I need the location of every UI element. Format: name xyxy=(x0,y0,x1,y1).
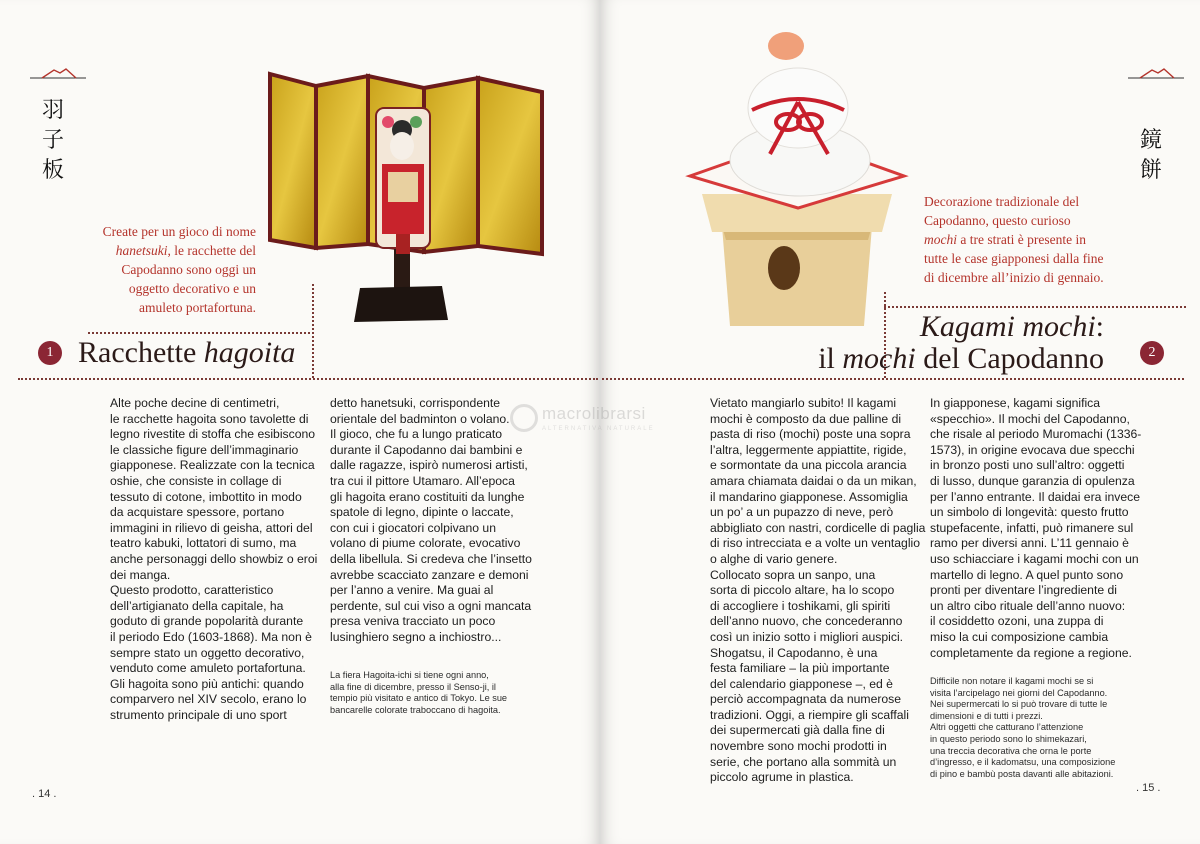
page-number: . 14 . xyxy=(32,788,57,800)
text-line: comparvero nel XIV secolo, erano lo xyxy=(110,692,307,707)
left-column-1 xyxy=(110,396,320,723)
text-line: piccolo agrume in plastica. xyxy=(710,770,854,785)
text-line: o alghe di vario genere. xyxy=(710,551,838,566)
kagami-mochi-photo xyxy=(682,26,912,328)
text-line: Il gioco, che fu a lungo praticato xyxy=(330,427,503,442)
text-line: un po’ a un pupazzo di neve, però xyxy=(710,505,894,520)
watermark-text: macrolibrarsi xyxy=(542,404,646,423)
kanji-char: 餅 xyxy=(1139,158,1162,183)
section-title-line2 xyxy=(790,342,1104,376)
dotted-rule-vertical xyxy=(312,284,314,378)
kanji-char: 子 xyxy=(41,128,64,153)
section-title xyxy=(78,336,295,370)
note-line: dimensioni e di tutti i prezzi. xyxy=(930,710,1043,721)
page-number: . 15 . xyxy=(1136,782,1161,794)
caption-text: oggetto decorativo e un xyxy=(128,281,256,296)
text-line: il periodo Edo (1603-1868). Ma non è xyxy=(110,629,312,644)
title-plain: il xyxy=(818,342,843,375)
text-line: sorta di piccolo altare, ha lo scopo xyxy=(710,583,895,598)
text-line: dei supermercati già dalla fine di xyxy=(710,723,885,738)
section-title-line1 xyxy=(898,310,1104,344)
dotted-rule-section xyxy=(602,378,1184,380)
title-plain: del Capodanno xyxy=(915,342,1104,375)
note-line: tempio più visitato e antico di Tokyo. Le sue xyxy=(330,693,508,704)
text-line: martello di legno. A quel punto sono xyxy=(930,567,1124,582)
text-line: un altro cibo rituale dell’anno nuovo: xyxy=(930,598,1126,613)
text-line: di riso intrecciata e a volte un ventaglio xyxy=(710,536,921,551)
caption-text: a tre strati è presente in xyxy=(957,232,1086,247)
text-line: l’altra, leggermente appiattite, rigide, xyxy=(710,442,907,457)
text-line: volano di piume colorate, evocativo xyxy=(330,536,521,551)
text-line: amara chiamata daidai o da un mikan, xyxy=(710,473,917,488)
note-line: alla fine di dicembre, presso il Senso-ji, il xyxy=(330,681,496,692)
text-line: perdente, sul cui viso a ogni mancata xyxy=(330,598,532,613)
dotted-rule-top xyxy=(884,306,1186,308)
note-line: una treccia decorativa che orna le porte xyxy=(930,745,1092,756)
hagoita-photo xyxy=(264,68,550,330)
caption-text: Create per un gioco di nome xyxy=(102,224,256,239)
text-line: venduto come amuleto portafortuna. xyxy=(110,661,306,676)
text-line: novembre sono mochi prodotti in xyxy=(710,739,887,754)
text-line: anche personaggi dello showbiz o eroi xyxy=(110,551,318,566)
text-line: gli hagoita erano costituiti da lunghe xyxy=(330,489,525,504)
text-line: tessuto di cotone, imbottito in modo xyxy=(110,489,302,504)
right-sidebar-note xyxy=(930,676,1160,780)
right-column-2 xyxy=(930,396,1158,661)
text-line: miso la cui composizione cambia xyxy=(930,629,1109,644)
text-line: dei manga. xyxy=(110,567,171,582)
text-line: orientale del badminton o volano. xyxy=(330,411,510,426)
text-line: dell’anno nuovo, che concederanno xyxy=(710,614,903,629)
text-line: il cosiddetto ozoni, una zuppa di xyxy=(930,614,1104,629)
text-line: pronti per diventare l’ingrediente di xyxy=(930,583,1117,598)
text-line: in bronzo posti uno sull’altro: oggetti xyxy=(930,458,1125,473)
title-plain: : xyxy=(1095,310,1104,343)
text-line: che risale al periodo Muromachi (1336- xyxy=(930,427,1142,442)
caption-text: amuleto portafortuna. xyxy=(139,300,256,315)
text-line: Alte poche decine di centimetri, xyxy=(110,396,280,410)
text-line: spatole di legno, dipinte o laccate, xyxy=(330,505,514,520)
text-line: perciò accompagnata da numerose xyxy=(710,692,902,707)
text-line: mochi è composto da due palline di xyxy=(710,411,902,426)
text-line: e sormontate da una piccola arancia xyxy=(710,458,907,473)
watermark-circle-icon xyxy=(510,404,538,432)
text-line: Collocato sopra un sanpo, una xyxy=(710,567,876,582)
kanji-hagoita xyxy=(38,96,68,186)
text-line: presa veniva tracciato un poco xyxy=(330,614,496,629)
text-line: così un inizio sotto i migliori auspici. xyxy=(710,629,904,644)
title-italic: hagoita xyxy=(203,336,296,369)
kagami-caption xyxy=(924,192,1144,287)
text-line: legno rivestite di stoffa che esibiscono xyxy=(110,427,316,442)
right-column-1 xyxy=(710,396,930,786)
caption-text: di dicembre all’inizio di gennaio. xyxy=(924,270,1104,285)
caption-text: , le racchette del xyxy=(167,243,256,258)
note-line: d’ingresso, e il kadomatsu, una composizione xyxy=(930,757,1116,768)
text-line: della libellula. Si credeva che l’insetto xyxy=(330,551,532,566)
note-line: Altri oggetti che catturano l’attenzione xyxy=(930,722,1084,733)
hagoita-caption xyxy=(60,222,256,317)
text-line: tradizioni. Oggi, a riempire gli scaffali xyxy=(710,707,909,722)
text-line: con cui i giocatori colpivano un xyxy=(330,520,496,535)
mountain-logo-icon xyxy=(1128,66,1184,80)
text-line: serie, che portano alla sommità un xyxy=(710,754,897,769)
note-line: visita l’arcipelago nei giorni del Capodanno. xyxy=(930,687,1108,698)
text-line: di lusso, dunque garanzia di opulenza xyxy=(930,473,1135,488)
note-line: Difficile non notare il kagami mochi se si xyxy=(930,676,1094,686)
caption-text: Decorazione tradizionale del xyxy=(924,194,1080,209)
text-line: un simbolo di longevità: questo frutto xyxy=(930,505,1129,520)
text-line: Vietato mangiarlo subito! Il kagami xyxy=(710,396,897,410)
text-line: il mandarino giapponese. Assomiglia xyxy=(710,489,908,504)
watermark-logo xyxy=(508,402,698,442)
text-line: avrebbe scacciato zanzare e demoni xyxy=(330,567,529,582)
text-line: le racchette hagoita sono tavolette di xyxy=(110,411,309,426)
text-line: dalle ragazze, ispirò numerosi artisti, xyxy=(330,458,528,473)
text-line: le classiche figure dell’immaginario xyxy=(110,442,299,457)
text-line: abbigliato con nastri, cordicelle di paglia xyxy=(710,520,926,535)
text-line: «specchio». Il mochi del Capodanno, xyxy=(930,411,1130,426)
text-line: ramo per diversi anni. L’11 gennaio è xyxy=(930,536,1129,551)
note-line: in questo periodo sono lo shimekazari, xyxy=(930,733,1087,744)
text-line: per l’anno a venire. Ma guai al xyxy=(330,583,494,598)
text-line: dell’artigianato della capitale, ha xyxy=(110,598,284,613)
dotted-rule-section xyxy=(18,378,598,380)
kanji-kagami-mochi xyxy=(1136,126,1166,186)
text-line: completamente da regione a regione. xyxy=(930,645,1132,660)
note-line: di pino e bambù posta davanti alle abitazioni. xyxy=(930,768,1114,779)
text-line: goduto di grande popolarità durante xyxy=(110,614,304,629)
text-line: per l’anno entrante. Il daidai era invece xyxy=(930,489,1141,504)
section-badge: 1 xyxy=(38,341,62,365)
watermark-tagline: ALTERNATIVA NATURALE xyxy=(542,426,655,432)
text-line: tra cui il pittore Utamaro. All’epoca xyxy=(330,473,515,488)
title-plain: Racchette xyxy=(78,336,204,369)
text-line: immagini in rilievo di geisha, attori del xyxy=(110,520,313,535)
title-italic: Kagami mochi xyxy=(919,310,1096,343)
text-line: stupefacente, infatti, può rimanere sul xyxy=(930,520,1134,535)
caption-text: Capodanno sono oggi un xyxy=(121,262,256,277)
text-line: del calendario giapponese –, ed è xyxy=(710,676,893,691)
left-sidebar-note xyxy=(330,670,550,716)
text-line: 1573), in origine evocava due specchi xyxy=(930,442,1135,457)
text-line: di accogliere i toshikami, gli spiriti xyxy=(710,598,891,613)
text-line: In giapponese, kagami significa xyxy=(930,396,1101,410)
text-line: festa familiare – la più importante xyxy=(710,661,890,676)
caption-italic: mochi xyxy=(924,232,957,247)
text-line: Shogatsu, il Capodanno, è una xyxy=(710,645,878,660)
text-line: uso schiacciare i kagami mochi con un xyxy=(930,551,1139,566)
caption-text: tutte le case giapponesi dalla fine xyxy=(924,251,1104,266)
caption-italic: hanetsuki xyxy=(115,243,168,258)
note-line: bancarelle colorate traboccano di hagoita. xyxy=(330,704,501,715)
text-line: strumento principale di uno sport xyxy=(110,707,287,722)
text-line: teatro kabuki, lottatori di sumo, ma xyxy=(110,536,297,551)
kanji-char: 羽 xyxy=(41,98,64,123)
text-line: oshie, che consiste in collage di xyxy=(110,473,282,488)
kanji-char: 鏡 xyxy=(1139,128,1162,153)
section-badge: 2 xyxy=(1140,341,1164,365)
mountain-logo-icon xyxy=(30,66,86,80)
text-line: giapponese. Realizzate con la tecnica xyxy=(110,458,315,473)
text-line: lusinghiero segno a inchiostro... xyxy=(330,629,502,644)
note-line: La fiera Hagoita-ichi si tiene ogni anno, xyxy=(330,670,489,680)
caption-text: Capodanno, questo curioso xyxy=(924,213,1071,228)
kanji-char: 板 xyxy=(41,158,64,183)
text-line: Questo prodotto, caratteristico xyxy=(110,583,274,598)
text-line: sempre stato un oggetto decorativo, xyxy=(110,645,305,660)
text-line: durante il Capodanno dai bambini e xyxy=(330,442,523,457)
dotted-rule-top xyxy=(88,332,314,334)
text-line: pasta di riso (mochi) poste una sopra xyxy=(710,427,911,442)
text-line: Gli hagoita sono più antichi: quando xyxy=(110,676,304,691)
title-italic: mochi xyxy=(842,342,916,375)
note-line: Nei supermercati lo si può trovare di tutte le xyxy=(930,699,1108,710)
text-line: da acquistare spessore, portano xyxy=(110,505,285,520)
text-line: detto hanetsuki, corrispondente xyxy=(330,396,501,410)
